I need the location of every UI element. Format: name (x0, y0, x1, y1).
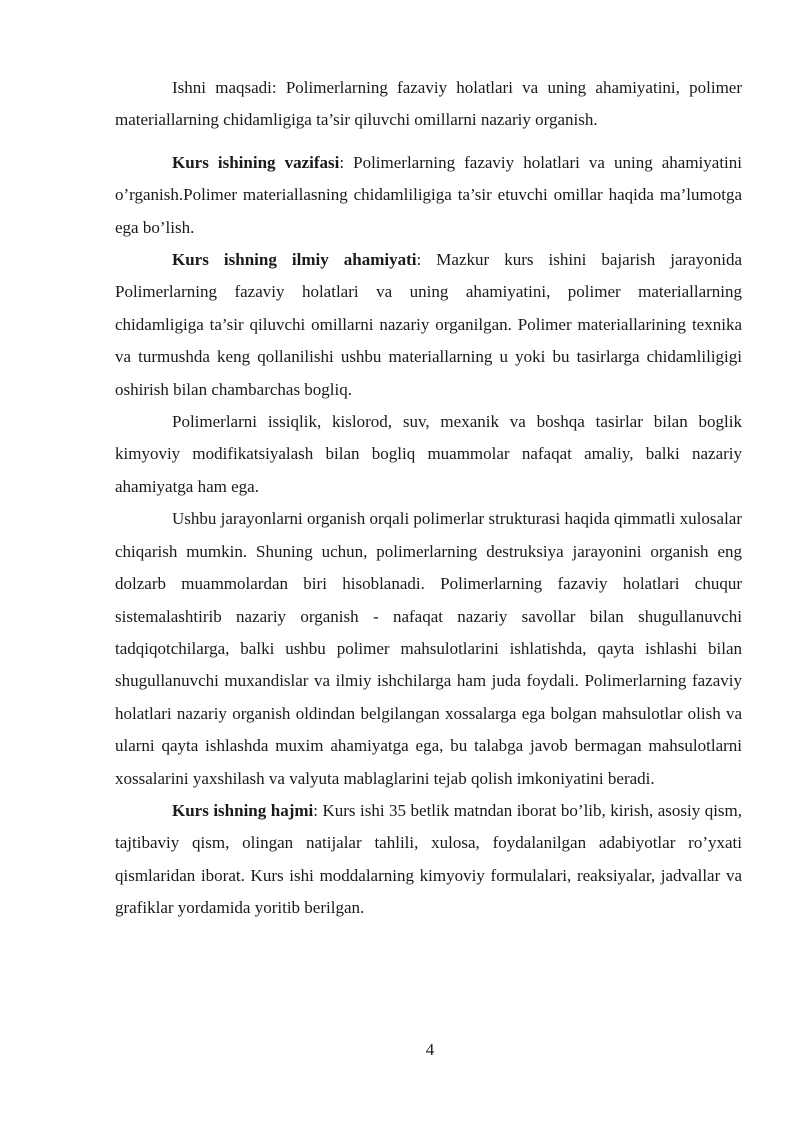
paragraph-modification (115, 406, 742, 503)
document-page (115, 72, 742, 925)
paragraph-modification-text: Polimerlarni issiqlik, kislorod, suv, mexanik va boshqa tasirlar bilan boglik kimyoviy modifikatsiyalash bilan bogliq muammolar nafaqat amaliy, balki nazariy ahamiyatga ham ega. (115, 412, 742, 496)
paragraph-goal (115, 72, 742, 137)
page-number: 4 (425, 1040, 435, 1059)
paragraph-course-tasks-heading: Kurs ishining vazifasi (172, 152, 340, 172)
paragraph-course-tasks-text: : Polimerlarning fazaviy holatlari va uning ahamiyatini o’rganish.Polimer materiallasning chidamliligiga ta’sir etuvchi omillar haqida ma’lumotga ega bo’lish. (115, 152, 742, 237)
paragraph-scientific-significance (115, 244, 742, 406)
paragraph-research-value-text: Ushbu jarayonlarni organish orqali polimerlar strukturasi haqida qimmatli xulosalar chiqarish mumkin. Shuning uchun, polimerlarning destruksiya jarayonini organish eng dolzarb muammolardan biri hisoblanadi. Polimerlarning fazaviy holatlari chuqur sistemalashtirib nazariy organish - nafaqat nazariy savollar bilan shugullanuvchi tadqiqotchilarga, balki ushbu polimer mahsulotlarini ishlatishda, qayta ishlashi bilan shugullanuvchi muxandislar va ilmiy ishchilarga ham juda foydali. Polimerlarning fazaviy holatlari nazariy organish oldindan belgilangan xossalarga ega bolgan mahsulotlar olish va ularni qayta ishlashda muxim ahamiyatga ega, bu talabga javob bermagan mahsulotlarni xossalarini yaxshilash va valyuta mablaglarini tejab qolish imkoniyatini beradi. (115, 509, 742, 788)
paragraph-course-volume (115, 795, 742, 925)
paragraph-scientific-significance-text: : Mazkur kurs ishini bajarish jarayonida Polimerlarning fazaviy holatlari va uning ahamiyatini, polimer materiallarning chidamligiga ta’sir qiluvchi omillarni nazariy organilgan. Polimer materiallarining texnika va turmushda keng qollanilishi ushbu materiallarning u yoki bu tasirlarga chidamliligigi oshirish bilan chambarchas bogliq. (115, 250, 742, 399)
paragraph-course-volume-text: : Kurs ishi 35 betlik matndan iborat bo’lib, kirish, asosiy qism, tajtibaviy qism, olingan natijalar tahlili, xulosa, foydalanilgan adabiyotlar ro’yxati qismlaridan iborat. Kurs ishi moddalarning kimyoviy formulalari, reaksiyalar, jadvallar va grafiklar yordamida yoritib berilgan. (115, 800, 743, 918)
paragraph-research-value (115, 503, 742, 795)
paragraph-goal-text: Ishni maqsadi: Polimerlarning fazaviy holatlari va uning ahamiyatini, polimer materiallarning chidamligiga ta’sir qiluvchi omillarni nazariy organish. (115, 78, 742, 130)
paragraph-course-volume-heading: Kurs ishning hajmi (172, 800, 314, 820)
paragraph-course-tasks (115, 147, 742, 244)
paragraph-scientific-significance-heading: Kurs ishning ilmiy ahamiyati (172, 250, 417, 270)
